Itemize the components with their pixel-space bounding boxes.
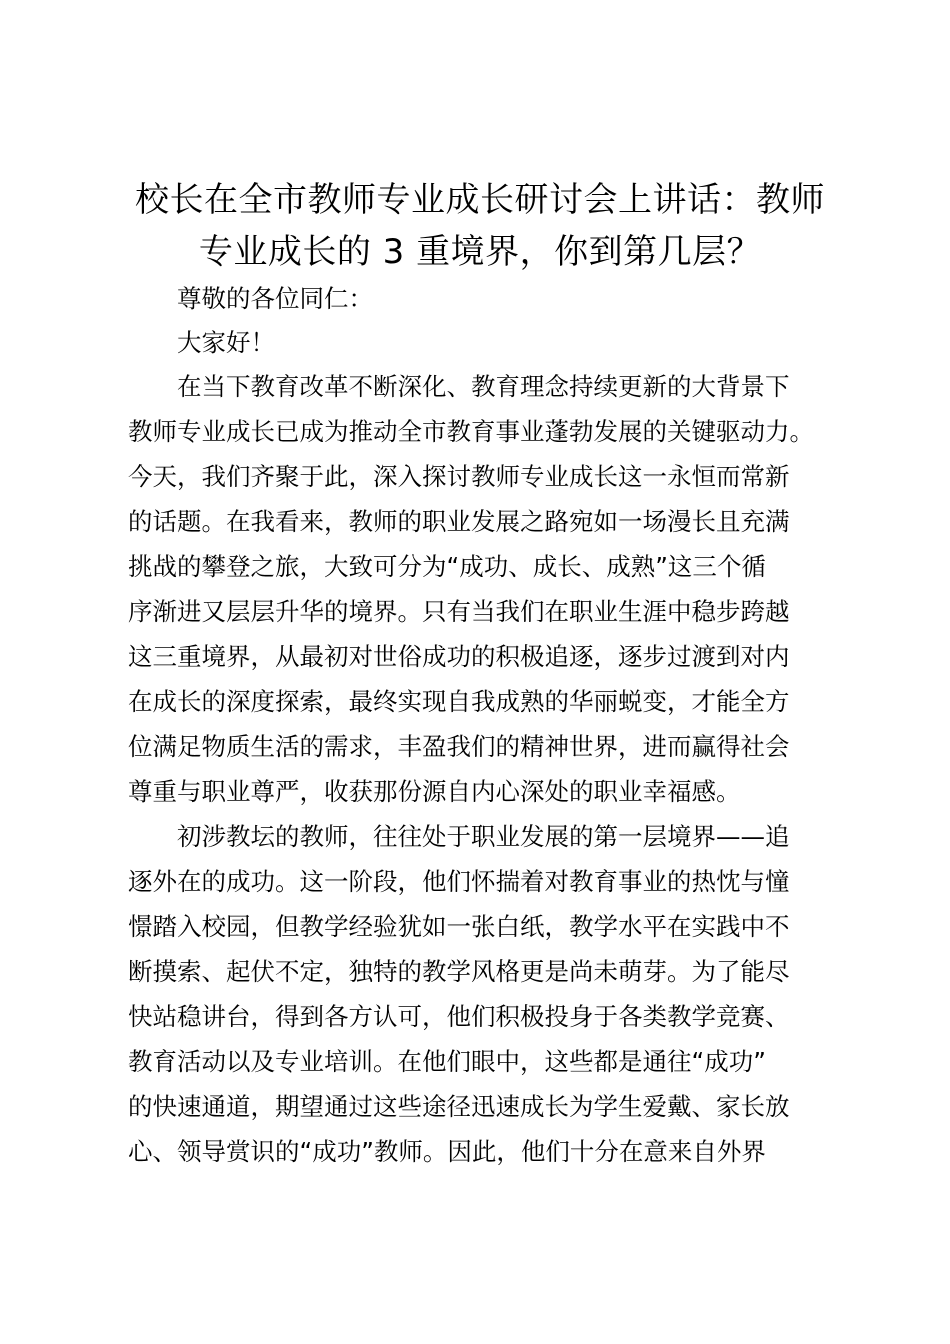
paragraph-line: 快站稳讲台，得到各方认可，他们积极投身于各类教学竞赛、: [128, 1002, 790, 1031]
title-line-1: 校长在全市教师专业成长研讨会上讲话：教师: [135, 180, 825, 220]
paragraph-line: 这三重境界，从最初对世俗成功的积极追逐，逐步过渡到对内: [128, 642, 790, 671]
paragraph-line: 的快速通道，期望通过这些途径迅速成长为学生爱戴、家长放: [128, 1092, 790, 1121]
paragraph-line: 的话题。在我看来，教师的职业发展之路宛如一场漫长且充满: [128, 507, 790, 536]
title-line-2: 专业成长的 3 重境界，你到第几层？: [198, 232, 762, 272]
greeting: 尊敬的各位同仁：: [177, 284, 373, 313]
paragraph-line: 教育活动以及专业培训。在他们眼中，这些都是通往“成功”: [128, 1047, 766, 1076]
paragraph-line: 初涉教坛的教师，往往处于职业发展的第一层境界——追: [177, 822, 790, 851]
paragraph-line: 挑战的攀登之旅，大致可分为“成功、成长、成熟”这三个循: [128, 552, 766, 581]
paragraph-line: 今天，我们齐聚于此，深入探讨教师专业成长这一永恒而常新: [128, 462, 790, 491]
paragraph-line: 尊重与职业尊严，收获那份源自内心深处的职业幸福感。: [128, 777, 741, 806]
paragraph-line: 在成长的深度探索，最终实现自我成熟的华丽蜕变，才能全方: [128, 687, 790, 716]
paragraph-line: 教师专业成长已成为推动全市教育事业蓬勃发展的关键驱动力。: [128, 417, 814, 446]
hello-line: 大家好！: [177, 328, 275, 357]
paragraph-line: 序渐进又层层升华的境界。只有当我们在职业生涯中稳步跨越: [128, 597, 790, 626]
paragraph-line: 心、领导赏识的“成功”教师。因此，他们十分在意来自外界: [128, 1137, 766, 1166]
paragraph-line: 位满足物质生活的需求，丰盈我们的精神世界，进而赢得社会: [128, 732, 790, 761]
paragraph-line: 逐外在的成功。这一阶段，他们怀揣着对教育事业的热忱与憧: [128, 867, 790, 896]
document-title: [110, 174, 850, 278]
paragraph-line: 在当下教育改革不断深化、教育理念持续更新的大背景下: [177, 372, 790, 401]
paragraph-line: 断摸索、起伏不定，独特的教学风格更是尚未萌芽。为了能尽: [128, 957, 790, 986]
paragraph-line: 憬踏入校园，但教学经验犹如一张白纸，教学水平在实践中不: [128, 912, 790, 941]
